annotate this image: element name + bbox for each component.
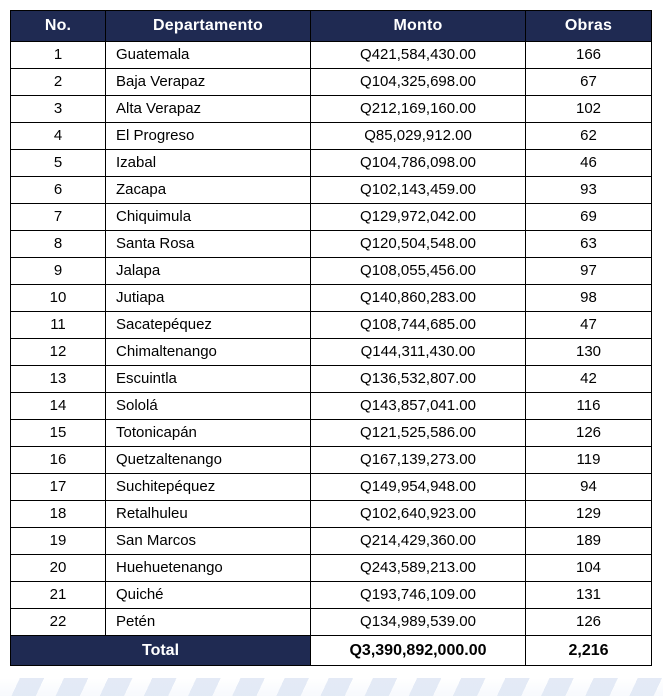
cell-no: 13 xyxy=(11,366,106,393)
column-header-departamento: Departamento xyxy=(106,11,311,42)
cell-monto: Q102,640,923.00 xyxy=(311,501,526,528)
total-row xyxy=(11,636,652,666)
cell-monto: Q129,972,042.00 xyxy=(311,204,526,231)
table-row xyxy=(11,555,652,582)
cell-no: 22 xyxy=(11,609,106,636)
cell-departamento: Retalhuleu xyxy=(106,501,311,528)
cell-monto: Q143,857,041.00 xyxy=(311,393,526,420)
table-row xyxy=(11,474,652,501)
column-header-obras: Obras xyxy=(526,11,652,42)
cell-obras: 47 xyxy=(526,312,652,339)
table-row xyxy=(11,609,652,636)
cell-monto: Q136,532,807.00 xyxy=(311,366,526,393)
table-row xyxy=(11,447,652,474)
cell-obras: 129 xyxy=(526,501,652,528)
cell-no: 9 xyxy=(11,258,106,285)
cell-monto: Q104,325,698.00 xyxy=(311,69,526,96)
cell-no: 14 xyxy=(11,393,106,420)
cell-obras: 42 xyxy=(526,366,652,393)
cell-departamento: Chiquimula xyxy=(106,204,311,231)
cell-no: 4 xyxy=(11,123,106,150)
table-body xyxy=(11,42,652,636)
table-row xyxy=(11,69,652,96)
table-row xyxy=(11,582,652,609)
cell-obras: 102 xyxy=(526,96,652,123)
cell-departamento: Quetzaltenango xyxy=(106,447,311,474)
cell-departamento: Zacapa xyxy=(106,177,311,204)
cell-no: 8 xyxy=(11,231,106,258)
table-row xyxy=(11,393,652,420)
cell-no: 10 xyxy=(11,285,106,312)
cell-monto: Q144,311,430.00 xyxy=(311,339,526,366)
cell-departamento: Baja Verapaz xyxy=(106,69,311,96)
cell-no: 16 xyxy=(11,447,106,474)
cell-monto: Q167,139,273.00 xyxy=(311,447,526,474)
cell-obras: 62 xyxy=(526,123,652,150)
cell-no: 6 xyxy=(11,177,106,204)
cell-obras: 104 xyxy=(526,555,652,582)
total-label: Total xyxy=(11,636,311,666)
cell-monto: Q104,786,098.00 xyxy=(311,150,526,177)
cell-departamento: Izabal xyxy=(106,150,311,177)
cell-no: 2 xyxy=(11,69,106,96)
cell-obras: 94 xyxy=(526,474,652,501)
cell-no: 20 xyxy=(11,555,106,582)
cell-monto: Q121,525,586.00 xyxy=(311,420,526,447)
cell-obras: 63 xyxy=(526,231,652,258)
cell-monto: Q108,055,456.00 xyxy=(311,258,526,285)
cell-monto: Q243,589,213.00 xyxy=(311,555,526,582)
cell-departamento: Guatemala xyxy=(106,42,311,69)
cell-obras: 67 xyxy=(526,69,652,96)
cell-monto: Q108,744,685.00 xyxy=(311,312,526,339)
table-header xyxy=(11,11,652,42)
header-row xyxy=(11,11,652,42)
cell-no: 5 xyxy=(11,150,106,177)
cell-obras: 126 xyxy=(526,420,652,447)
cell-no: 18 xyxy=(11,501,106,528)
table-row xyxy=(11,528,652,555)
table-row xyxy=(11,231,652,258)
table-row xyxy=(11,42,652,69)
table-row xyxy=(11,420,652,447)
cell-obras: 46 xyxy=(526,150,652,177)
cell-monto: Q214,429,360.00 xyxy=(311,528,526,555)
total-monto-value: Q3,390,892,000.00 xyxy=(311,636,526,666)
cell-departamento: San Marcos xyxy=(106,528,311,555)
cell-obras: 130 xyxy=(526,339,652,366)
table-row xyxy=(11,150,652,177)
cell-monto: Q85,029,912.00 xyxy=(311,123,526,150)
table-row xyxy=(11,177,652,204)
cell-departamento: Escuintla xyxy=(106,366,311,393)
cell-departamento: Totonicapán xyxy=(106,420,311,447)
cell-monto: Q134,989,539.00 xyxy=(311,609,526,636)
cell-no: 7 xyxy=(11,204,106,231)
table-row xyxy=(11,285,652,312)
cell-obras: 116 xyxy=(526,393,652,420)
table-container xyxy=(10,10,651,666)
cell-obras: 189 xyxy=(526,528,652,555)
cell-no: 1 xyxy=(11,42,106,69)
cell-obras: 93 xyxy=(526,177,652,204)
cell-departamento: Petén xyxy=(106,609,311,636)
cell-no: 15 xyxy=(11,420,106,447)
table-row xyxy=(11,366,652,393)
departamentos-table xyxy=(10,10,652,666)
cell-obras: 166 xyxy=(526,42,652,69)
table-row xyxy=(11,258,652,285)
table-row xyxy=(11,96,652,123)
total-obras-value: 2,216 xyxy=(526,636,652,666)
cell-monto: Q421,584,430.00 xyxy=(311,42,526,69)
cell-departamento: Jalapa xyxy=(106,258,311,285)
cell-departamento: Huehuetenango xyxy=(106,555,311,582)
cell-departamento: Jutiapa xyxy=(106,285,311,312)
cell-no: 19 xyxy=(11,528,106,555)
cell-obras: 131 xyxy=(526,582,652,609)
cell-obras: 98 xyxy=(526,285,652,312)
table-row xyxy=(11,204,652,231)
page-watermark xyxy=(0,678,663,696)
table-row xyxy=(11,312,652,339)
cell-no: 17 xyxy=(11,474,106,501)
cell-departamento: Chimaltenango xyxy=(106,339,311,366)
cell-no: 3 xyxy=(11,96,106,123)
cell-no: 21 xyxy=(11,582,106,609)
cell-monto: Q149,954,948.00 xyxy=(311,474,526,501)
cell-monto: Q102,143,459.00 xyxy=(311,177,526,204)
table-row xyxy=(11,123,652,150)
cell-monto: Q193,746,109.00 xyxy=(311,582,526,609)
cell-obras: 126 xyxy=(526,609,652,636)
cell-departamento: Sacatepéquez xyxy=(106,312,311,339)
cell-departamento: Sololá xyxy=(106,393,311,420)
cell-monto: Q140,860,283.00 xyxy=(311,285,526,312)
cell-monto: Q120,504,548.00 xyxy=(311,231,526,258)
cell-obras: 119 xyxy=(526,447,652,474)
cell-departamento: Santa Rosa xyxy=(106,231,311,258)
cell-obras: 69 xyxy=(526,204,652,231)
cell-departamento: Quiché xyxy=(106,582,311,609)
cell-departamento: Alta Verapaz xyxy=(106,96,311,123)
column-header-no: No. xyxy=(11,11,106,42)
table-row xyxy=(11,339,652,366)
column-header-monto: Monto xyxy=(311,11,526,42)
table-footer xyxy=(11,636,652,666)
cell-departamento: Suchitepéquez xyxy=(106,474,311,501)
cell-no: 12 xyxy=(11,339,106,366)
cell-no: 11 xyxy=(11,312,106,339)
table-row xyxy=(11,501,652,528)
cell-monto: Q212,169,160.00 xyxy=(311,96,526,123)
cell-departamento: El Progreso xyxy=(106,123,311,150)
cell-obras: 97 xyxy=(526,258,652,285)
